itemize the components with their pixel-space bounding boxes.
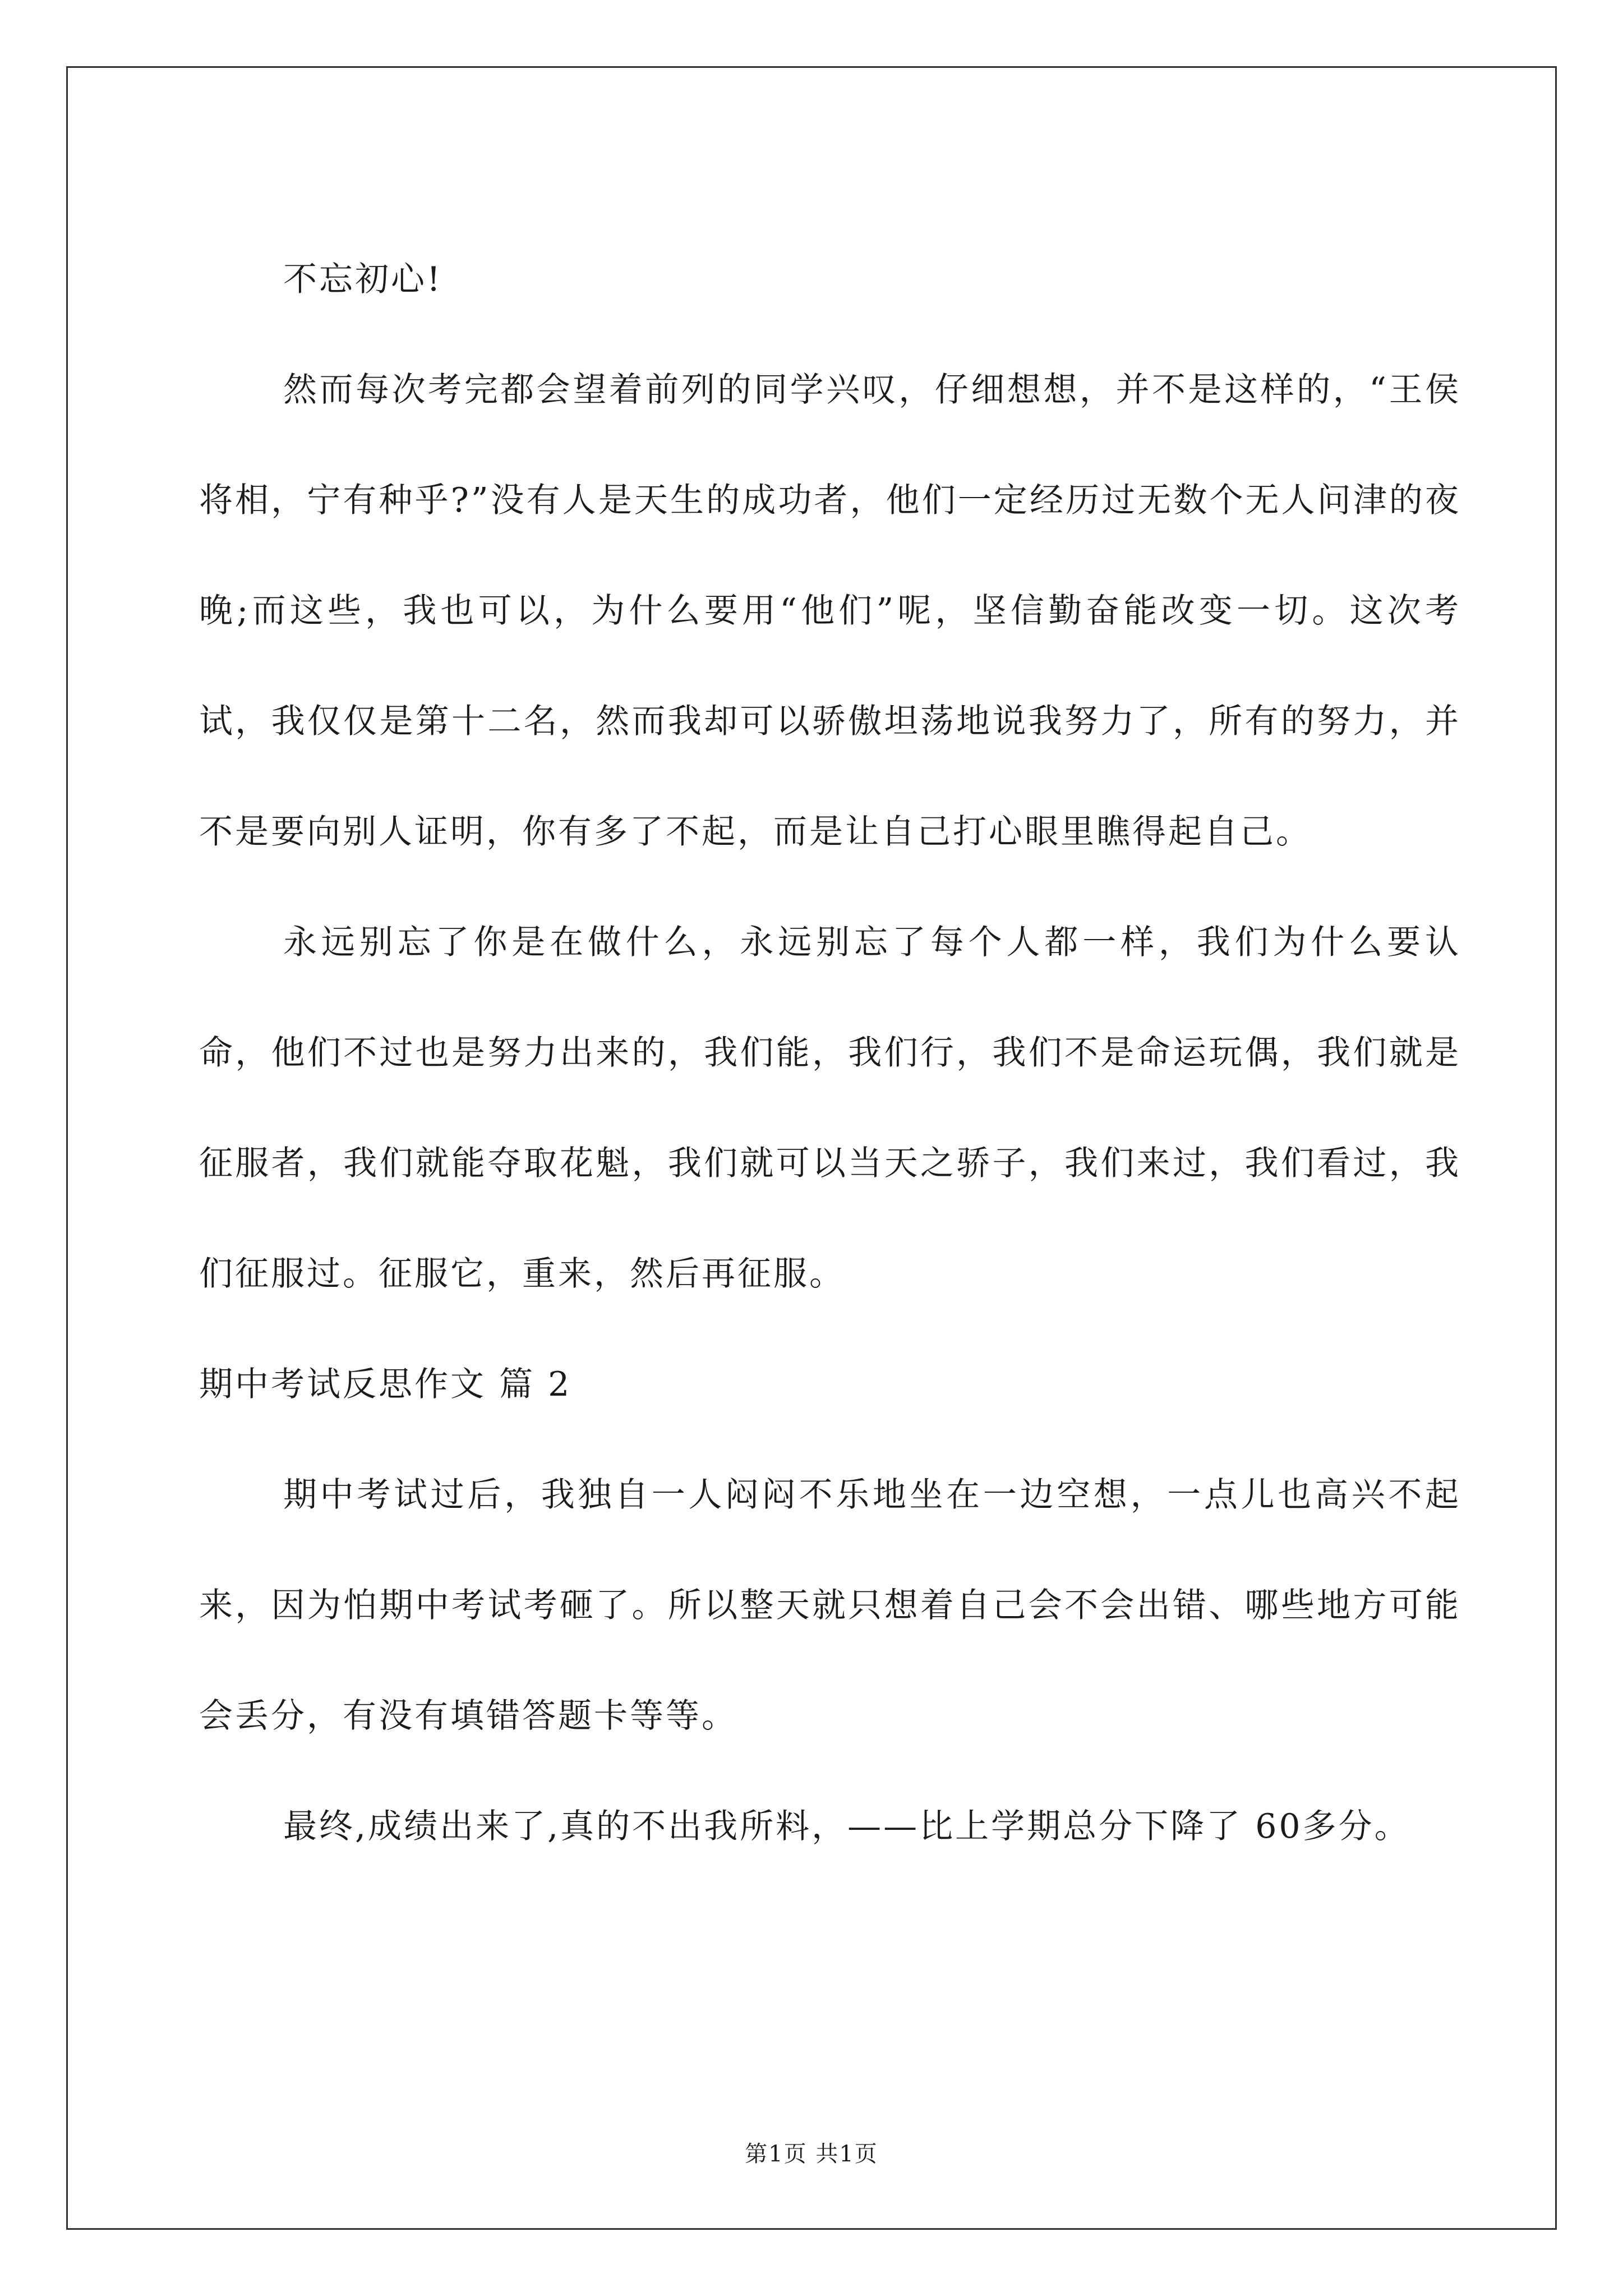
- paragraph-4: 期中考试过后，我独自一人闷闷不乐地坐在一边空想，一点儿也高兴不起来，因为怕期中考试考砸了。所以整天就只想着自己会不会出错、哪些地方可能会丢分，有没有填错答题卡等等。: [199, 1475, 1461, 1736]
- paragraph-1: 不忘初心!: [283, 260, 443, 299]
- paragraph-5: 最终,成绩出来了,真的不出我所料，——比上学期总分下降了 60多分。: [283, 1807, 1410, 1846]
- paragraph-2: 然而每次考完都会望着前列的同学兴叹，仔细想想，并不是这样的，“王侯将相，宁有种乎?”没有人是天生的成功者，他们一定经历过无数个无人问津的夜晚;而这些，我也可以，为什么要用“他们”呢，坚信勤奋能改变一切。这次考试，我仅仅是第十二名，然而我却可以骄傲坦荡地说我努力了，所有的努力，并不是要向别人证明，你有多了不起，而是让自己打心眼里瞧得起自己。: [199, 370, 1461, 852]
- paragraph-3: 永远别忘了你是在做什么，永远别忘了每个人都一样，我们为什么要认命，他们不过也是努力出来的，我们能，我们行，我们不是命运玩偶，我们就是征服者，我们就能夺取花魁，我们就可以当天之骄子，我们来过，我们看过，我们征服过。征服它，重来，然后再征服。: [199, 923, 1461, 1294]
- section-heading: 期中考试反思作文 篇 2: [199, 1365, 572, 1404]
- document-body: [199, 224, 1461, 1882]
- page-footer: 第1页 共1页: [745, 2141, 878, 2167]
